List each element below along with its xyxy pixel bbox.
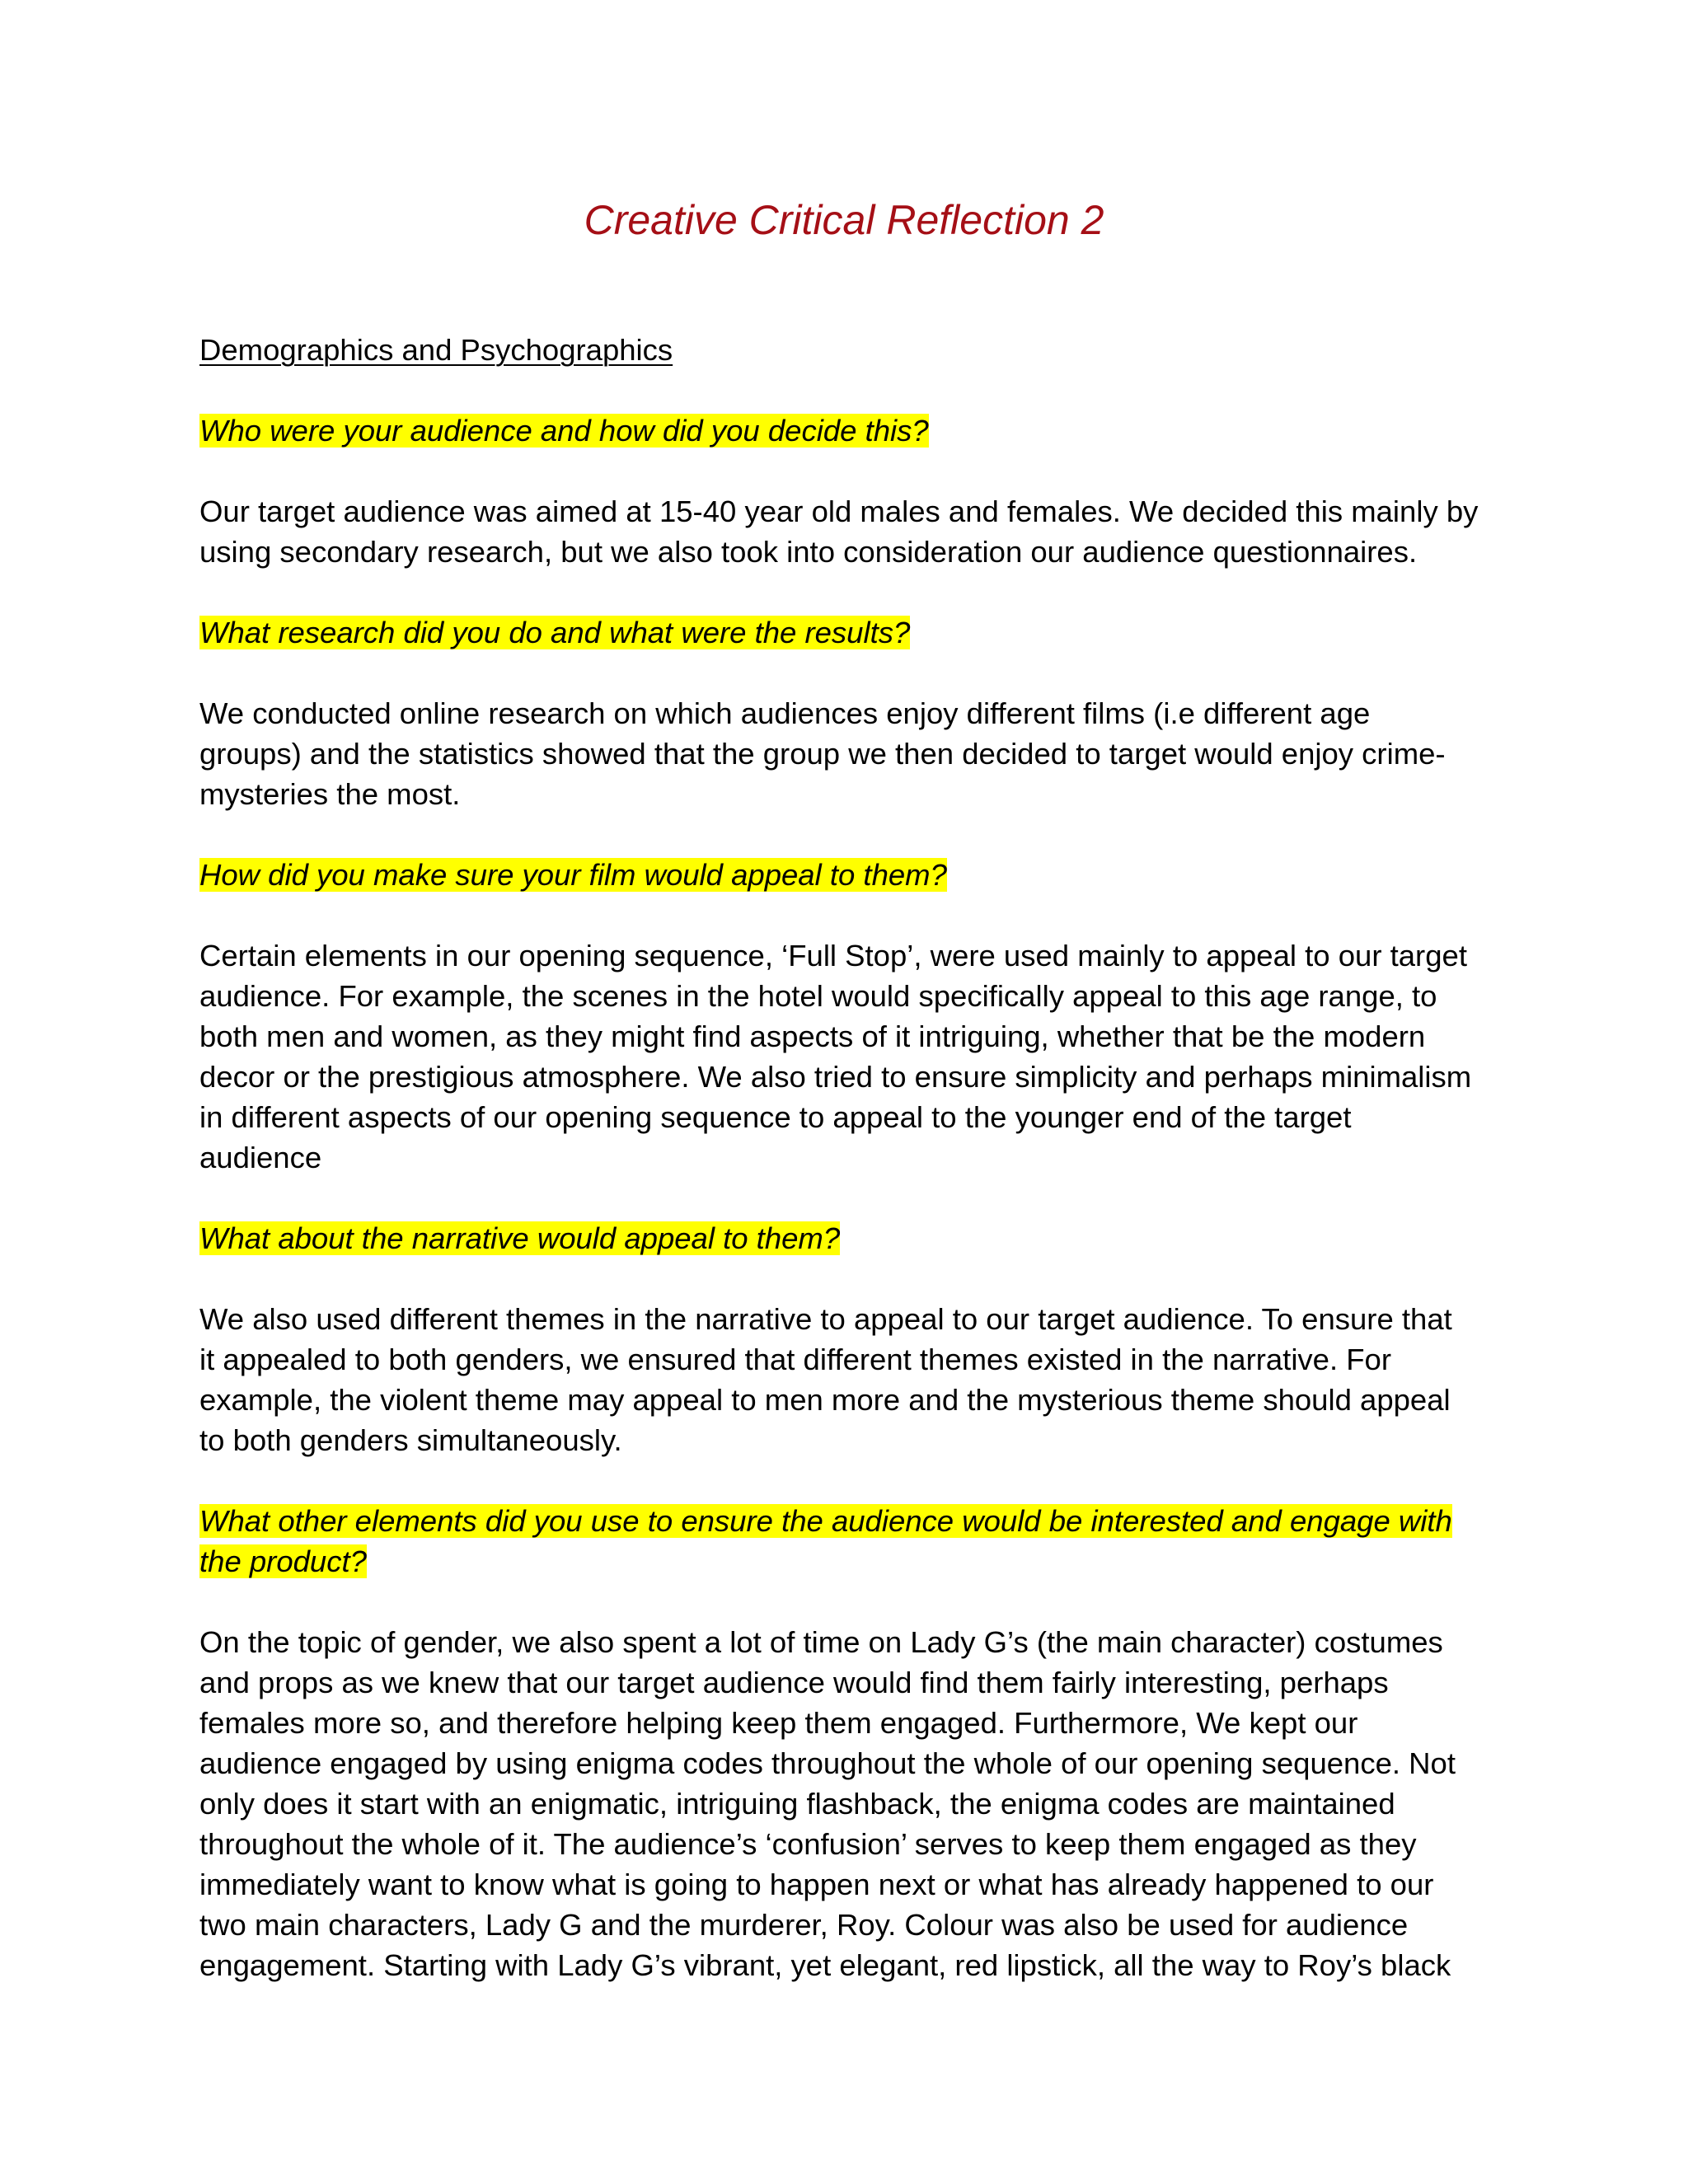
question-2 <box>199 612 1518 653</box>
answer-line: females more so, and therefore helping keep them engaged. Furthermore, We kept our <box>199 1706 1358 1740</box>
question-4 <box>199 1218 1518 1258</box>
answer-line: in different aspects of our opening sequence to appeal to the younger end of the target <box>199 1100 1352 1134</box>
answer-1 <box>199 491 1518 572</box>
page-title: Creative Critical Reflection 2 <box>584 197 1104 243</box>
question-1-text: Who were your audience and how did you decide this? <box>199 414 929 448</box>
answer-line: it appealed to both genders, we ensured that different themes existed in the narrative. For <box>199 1343 1392 1376</box>
question-5-text-line: What other elements did you use to ensure the audience would be interested and engage with <box>199 1504 1452 1538</box>
section-heading: Demographics and Psychographics <box>199 333 673 367</box>
answer-line: both men and women, as they might find aspects of it intriguing, whether that be the modern <box>199 1019 1426 1053</box>
question-1 <box>199 410 1518 451</box>
answer-line: mysteries the most. <box>199 777 461 811</box>
answer-3 <box>199 935 1518 1178</box>
question-5 <box>199 1501 1518 1582</box>
question-5-text-line: the product? <box>199 1544 367 1578</box>
answer-line: decor or the prestigious atmosphere. We also tried to ensure simplicity and perhaps minimalism <box>199 1060 1472 1094</box>
answer-line: only does it start with an enigmatic, intriguing flashback, the enigma codes are maintained <box>199 1787 1395 1821</box>
question-4-text: What about the narrative would appeal to them? <box>199 1221 841 1255</box>
answer-line: using secondary research, but we also took into consideration our audience questionnaires. <box>199 535 1418 569</box>
answer-line: throughout the whole of it. The audience’s ‘confusion’ serves to keep them engaged as they <box>199 1827 1417 1861</box>
answer-5 <box>199 1622 1518 1985</box>
question-3-text: How did you make sure your film would appeal to them? <box>199 858 947 892</box>
document-body <box>199 330 1518 1985</box>
answer-line: Our target audience was aimed at 15-40 year old males and females. We decided this mainly by <box>199 494 1479 528</box>
answer-line: groups) and the statistics showed that the group we then decided to target would enjoy crime- <box>199 737 1446 771</box>
answer-line: example, the violent theme may appeal to men more and the mysterious theme should appeal <box>199 1383 1451 1417</box>
answer-line: audience. For example, the scenes in the hotel would specifically appeal to this age range, to <box>199 979 1437 1013</box>
answer-line: We conducted online research on which audiences enjoy different films (i.e different age <box>199 696 1371 730</box>
answer-line: audience <box>199 1141 322 1174</box>
question-2-text: What research did you do and what were the results? <box>199 616 911 649</box>
question-3 <box>199 855 1518 895</box>
answer-line: immediately want to know what is going to happen next or what has already happened to our <box>199 1868 1434 1901</box>
answer-line: audience engaged by using enigma codes throughout the whole of our opening sequence. Not <box>199 1746 1456 1780</box>
answer-line: two main characters, Lady G and the murderer, Roy. Colour was also be used for audience <box>199 1908 1409 1942</box>
answer-line: engagement. Starting with Lady G’s vibrant, yet elegant, red lipstick, all the way to Roy’s black <box>199 1948 1451 1982</box>
answer-line: Certain elements in our opening sequence, ‘Full Stop’, were used mainly to appeal to our target <box>199 939 1467 972</box>
answer-2 <box>199 693 1518 814</box>
answer-line: to both genders simultaneously. <box>199 1423 622 1457</box>
answer-4 <box>199 1299 1518 1460</box>
answer-line: and props as we knew that our target audience would find them fairly interesting, perhaps <box>199 1666 1389 1699</box>
answer-line: We also used different themes in the narrative to appeal to our target audience. To ensure that <box>199 1302 1452 1336</box>
answer-line: On the topic of gender, we also spent a lot of time on Lady G’s (the main character) costumes <box>199 1625 1443 1659</box>
